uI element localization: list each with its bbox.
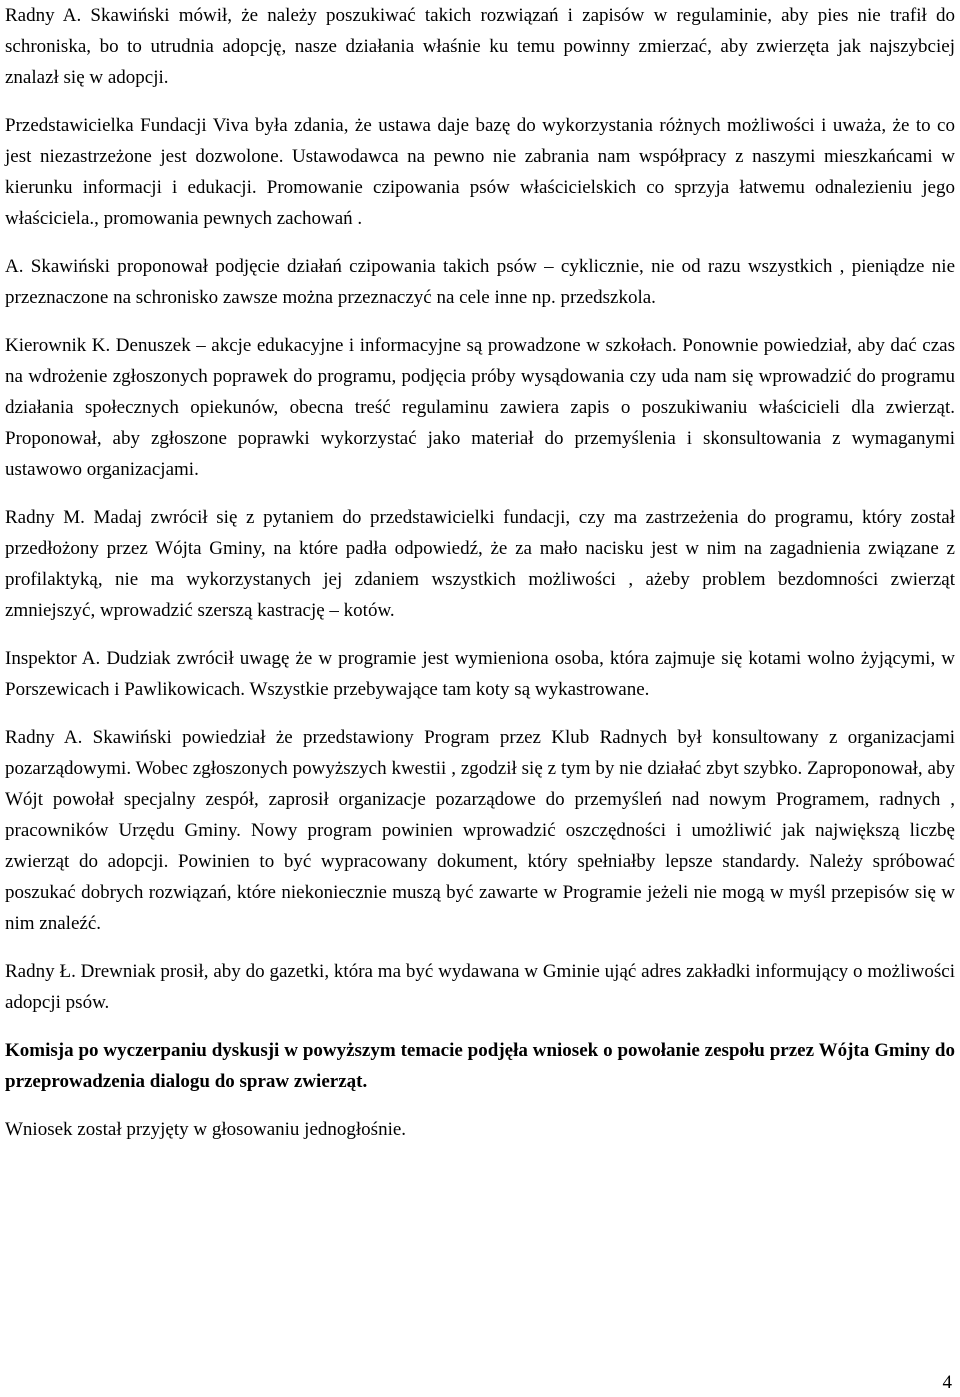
- paragraph-skawinski-1: Radny A. Skawiński mówił, że należy poszukiwać takich rozwiązań i zapisów w regulaminie, aby pies nie trafił do schroniska, bo to utrudnia adopcję, nasze działania właśnie ku temu powinny zmierzać, aby zwierzęta jak najszybciej znalazł się w adopcji.: [5, 5, 955, 88]
- paragraph-denuszek: Kierownik K. Denuszek – akcje edukacyjne i informacyjne są prowadzone w szkołach. Ponownie powiedział, aby dać czas na wdrożenie zgłoszonych poprawek do programu, podjęcia próby wysądowania czy uda nam się wprowadzić do programu działania społecznych opiekunów, obecna treść regulaminu zawiera zapis o poszukiwaniu właścicieli dla zwierząt. Proponował, aby zgłoszone poprawki wykorzystać jako materiał do przemyślenia i skonsultowania z wymaganymi ustawowo organizacjami.: [5, 335, 955, 480]
- paragraph-dudziak: Inspektor A. Dudziak zwrócił uwagę że w programie jest wymieniona osoba, która zajmuje się kotami wolno żyjącymi, w Porszewicach i Pawlikowicach. Wszystkie przebywające tam koty są wykastrowane.: [5, 648, 955, 700]
- page-number: 4: [942, 1372, 952, 1393]
- paragraph-fundacja-viva: Przedstawicielka Fundacji Viva była zdania, że ustawa daje bazę do wykorzystania różnych możliwości i uważa, że to co jest niezastrzeżone jest dozwolone. Ustawodawca na pewno nie zabrania nam współpracy z naszymi mieszkańcami w kierunku informacji i edukacji. Promowanie czipowania psów właścicielskich co sprzyja łatwemu odnalezieniu jego właściciela., promowania pewnych zachowań .: [5, 115, 955, 229]
- paragraph-skawinski-3: Radny A. Skawiński powiedział że przedstawiony Program przez Klub Radnych był konsultowany z organizacjami pozarządowymi. Wobec zgłoszonych powyższych kwestii , zgodził się z tym by nie działać zbyt szybko. Zaproponował, aby Wójt powołał specjalny zespół, zaprosił organizacje pozarządowe do przemyśleń nad nowym Programem, radnych , pracowników Urzędu Gminy. Nowy program powinien wprowadzić oszczędności i umożliwić jak największą liczbę zwierząt do adopcji. Powinien to być wypracowany dokument, który spełniałby lepsze standardy. Należy spróbować poszukać dobrych rozwiązań, które niekoniecznie muszą być zawarte w Programie jeżeli nie mogą w myśl przepisów się w nim znaleźć.: [5, 727, 955, 934]
- paragraph-vote-result: Wniosek został przyjęty w głosowaniu jednogłośnie.: [5, 1119, 407, 1140]
- paragraph-commission-motion: Komisja po wyczerpaniu dyskusji w powyższym temacie podjęła wniosek o powołanie zespołu przez Wójta Gminy do przeprowadzenia dialogu do spraw zwierząt.: [5, 1040, 955, 1092]
- paragraph-drewniak: Radny Ł. Drewniak prosił, aby do gazetki, która ma być wydawana w Gminie ująć adres zakładki informujący o możliwości adopcji psów.: [5, 961, 955, 1013]
- paragraph-madaj: Radny M. Madaj zwrócił się z pytaniem do przedstawicielki fundacji, czy ma zastrzeżenia do programu, który został przedłożony przez Wójta Gminy, na które padła odpowiedź, że za mało nacisku jest w nim na zagadnienia związane z profilaktyką, nie ma wykorzystanych jej zdaniem wszystkich możliwości , ażeby problem bezdomności zwierząt zmniejszyć, wprowadzić szerszą kastrację – kotów.: [5, 507, 955, 621]
- paragraph-skawinski-2: A. Skawiński proponował podjęcie działań czipowania takich psów – cyklicznie, nie od razu wszystkich , pieniądze nie przeznaczone na schronisko zawsze można przeznaczyć na cele inne np. przedszkola.: [5, 256, 955, 308]
- document-page: [5, 0, 955, 1145]
